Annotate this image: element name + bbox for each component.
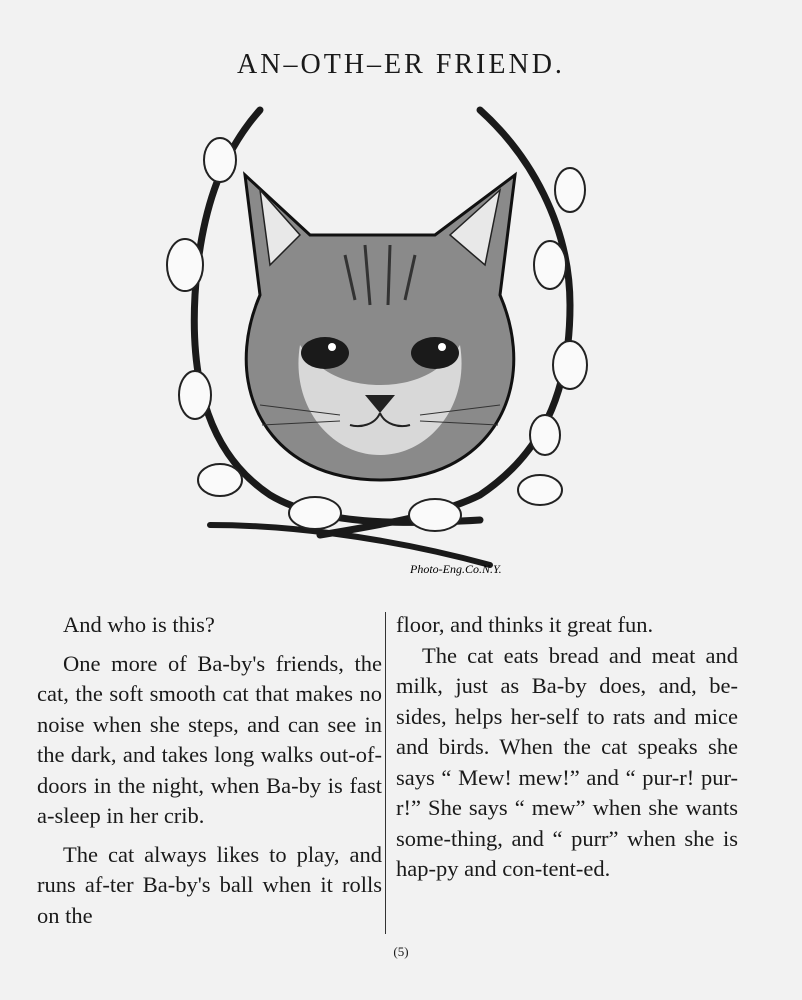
paragraph: The cat always likes to play, and runs af-ter Ba-by's ball when it rolls on the (37, 841, 382, 928)
left-column (37, 610, 382, 931)
cat-head (245, 175, 515, 480)
page-number: (5) (393, 944, 409, 959)
paragraph: floor, and thinks it great fun. (396, 612, 654, 637)
cat-engraving (150, 95, 620, 585)
cat-illustration (150, 95, 620, 585)
page-title: AN–OTH–ER FRIEND. (237, 48, 565, 80)
column-rule (385, 612, 386, 934)
right-column (396, 610, 738, 885)
paragraph: One more of Ba-by's friends, the cat, the soft smooth cat that makes no noise when she steps, and can see in the dark, and takes long walks out-of-doors in the night, when Ba-by is fast a-sleep in her crib. (37, 650, 382, 828)
paragraph: And who is this? (63, 612, 215, 637)
engraver-credit: Photo-Eng.Co.N.Y. (410, 562, 502, 576)
paragraph: The cat eats bread and meat and milk, just as Ba-by does, and, be-sides, helps her-self to rats and mice and birds. When the cat speaks she says “ Mew! mew!” and “ pur-r! pur-r!” She says “ mew” when she wants some-thing, and “ purr” when she is hap-py and con-tent-ed. (396, 642, 738, 881)
